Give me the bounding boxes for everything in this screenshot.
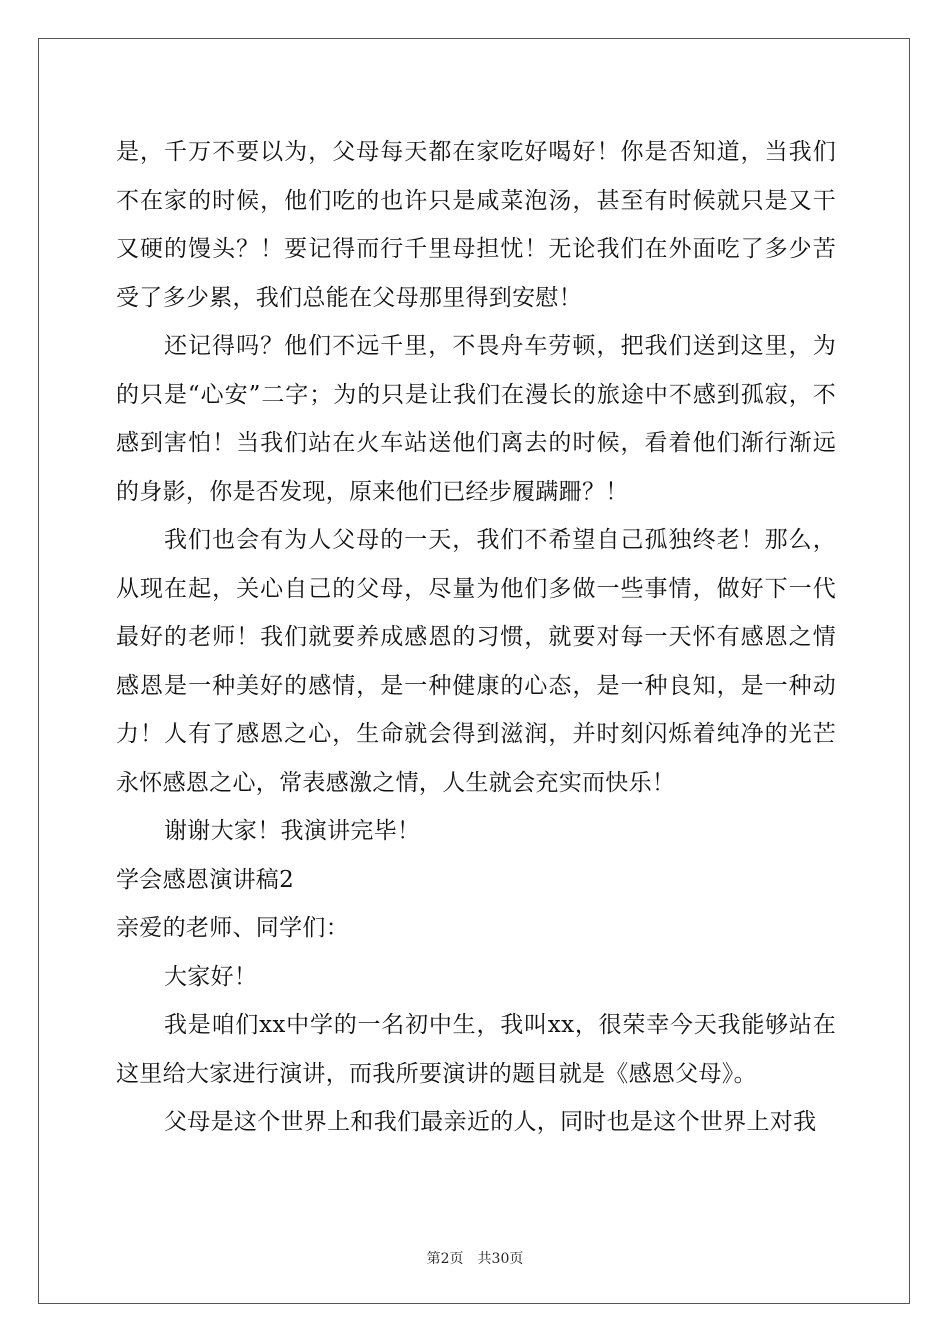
- paragraph-closing: 谢谢大家！我演讲完毕！: [164, 818, 421, 844]
- paragraph-3: 我们也会有为人父母的一天，我们不希望自己孤独终老！那么，从现在起，关心自己的父母，尽量为他们多做一些事情，做好下一代最好的老师！我们就要养成感恩的习惯，就要对每一天怀有感恩之情感恩是一种美好的感情，是一种健康的心态，是一种良知，是一种动力！人有了感恩之心，生命就会得到滋润，并时刻闪烁着纯净的光芒永怀感恩之心，常表感激之情，人生就会充实而快乐！: [116, 527, 836, 796]
- paragraph-2: 还记得吗？他们不远千里，不畏舟车劳顿，把我们送到这里，为的只是“心安”二字；为的只是让我们在漫长的旅途中不感到孤寂，不感到害怕！当我们站在火车站送他们离去的时候，看着他们渐行渐远的身影，你是否发现，原来他们已经步履蹒跚？！: [116, 333, 836, 505]
- paragraph-parents: 父母是这个世界上和我们最亲近的人，同时也是这个世界上对我: [164, 1109, 817, 1135]
- greeting: 大家好！: [164, 963, 258, 990]
- paragraph-intro: 我是咱们xx中学的一名初中生，我叫xx，很荣幸今天我能够站在这里给大家进行演讲，而我所要演讲的题目就是《感恩父母》。: [116, 1012, 836, 1087]
- page-number: 第2页 共30页: [426, 1251, 524, 1267]
- section-title: 学会感恩演讲稿2: [116, 866, 295, 893]
- document-body: [116, 128, 836, 1147]
- salutation: 亲爱的老师、同学们：: [116, 915, 349, 941]
- paragraph-1: 是，千万不要以为，父母每天都在家吃好喝好！你是否知道，当我们不在家的时候，他们吃的也许只是咸菜泡汤，甚至有时候就只是又干又硬的馒头？！要记得而行千里母担忧！无论我们在外面吃了多少苦受了多少累，我们总能在父母那里得到安慰！: [116, 139, 836, 311]
